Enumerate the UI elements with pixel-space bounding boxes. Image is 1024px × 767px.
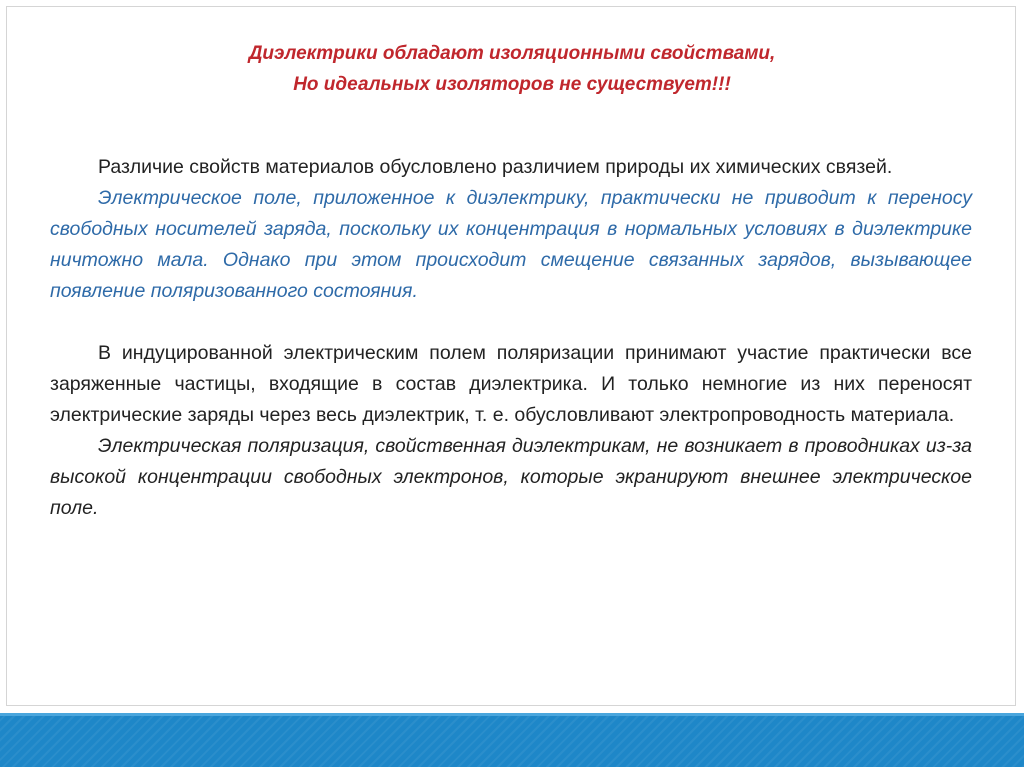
bottom-bar-stripe — [0, 713, 1024, 716]
paragraph-induced-polarization: В индуцированной электрическим полем поляризации принимают участие практически все заряженные частицы, входящие в состав диэлектрика. И только немногие из них переносят электрические заряды через весь диэлектрик, т. е. обусловливают электропроводность материала. — [50, 342, 972, 426]
paragraph-gap — [50, 307, 972, 338]
title-line-1: Диэлектрики обладают изоляционными свойствами, — [248, 43, 776, 64]
paragraph-electric-field: Электрическое поле, приложенное к диэлектрику, практически не приводит к переносу свободных носителей заряда, поскольку их концентрация в нормальных условиях в диэлектрике ничтожно мала. Однако при этом происходит смещение связанных зарядов, вызывающее появление поляризованного состояния. — [50, 187, 972, 302]
bottom-decorative-bar — [0, 713, 1024, 767]
paragraph-chemical-bonds: Различие свойств материалов обусловлено различием природы их химических связей. — [98, 156, 893, 178]
title-line-2: Но идеальных изоляторов не существует!!! — [293, 74, 731, 95]
paragraph-conductors: Электрическая поляризация, свойственная диэлектрикам, не возникает в проводниках из-за высокой концентрации свободных электронов, которые экранируют внешнее электрическое поле. — [50, 435, 972, 519]
slide-body — [50, 152, 972, 524]
slide-title — [0, 38, 1024, 100]
